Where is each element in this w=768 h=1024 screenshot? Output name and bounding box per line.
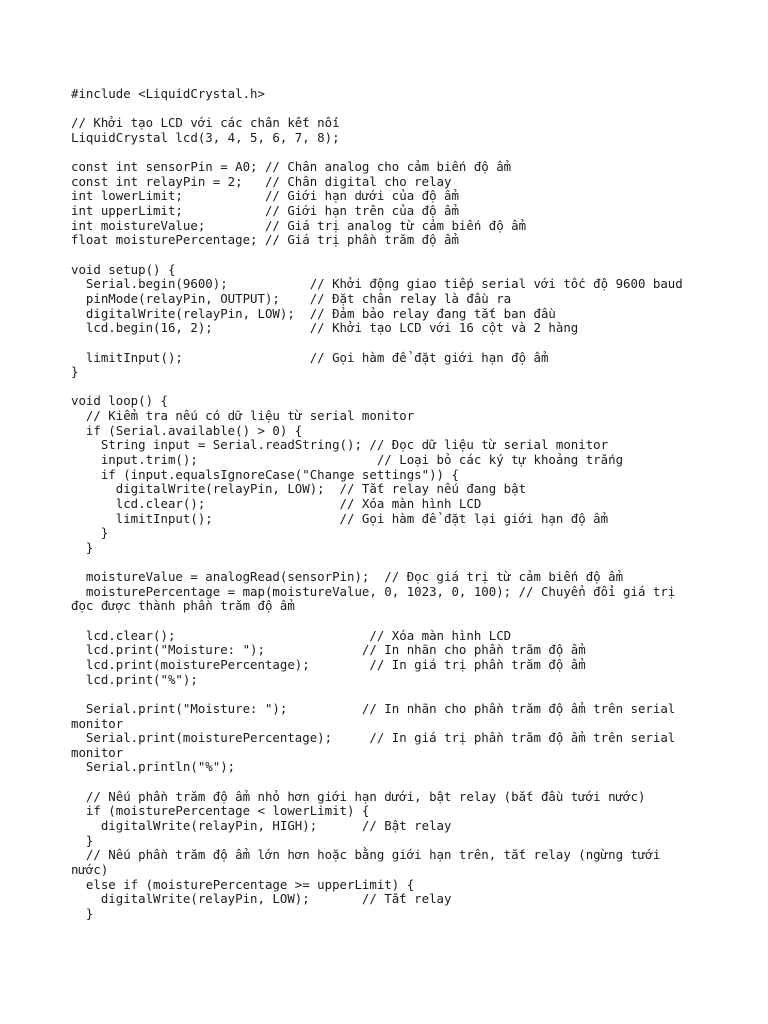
code-line: pinMode(relayPin, OUTPUT); // Đặt chân relay là đầu ra bbox=[71, 290, 512, 306]
code-line bbox=[71, 687, 711, 702]
code-line: moisturePercentage = map(moistureValue, 0, 1023, 0, 100); // Chuyển đổi giá trị bbox=[71, 583, 676, 599]
code-line: int upperLimit; // Giới hạn trên của độ ẩm bbox=[71, 203, 459, 219]
code-line: lcd.clear(); // Xóa màn hình LCD bbox=[71, 495, 482, 511]
code-line bbox=[71, 556, 711, 571]
code-line: const int relayPin = 2; // Chân digital cho relay bbox=[71, 173, 452, 189]
code-line: lcd.clear(); // Xóa màn hình LCD bbox=[71, 627, 512, 643]
code-line: limitInput(); // Gọi hàm để đặt giới hạn độ ẩm bbox=[71, 349, 549, 365]
code-line: Serial.print("Moisture: "); // In nhãn cho phần trăm độ ẩm trên serial bbox=[71, 700, 676, 716]
code-line: if (input.equalsIgnoreCase("Change settings")) { bbox=[71, 466, 459, 482]
code-line: monitor bbox=[71, 744, 124, 760]
code-line: monitor bbox=[71, 715, 124, 731]
code-line: lcd.print("Moisture: "); // In nhãn cho phần trăm độ ẩm bbox=[71, 642, 586, 658]
code-line: nước) bbox=[71, 861, 109, 877]
code-line: digitalWrite(relayPin, LOW); // Tắt relay nếu đang bật bbox=[71, 481, 527, 497]
code-line bbox=[71, 102, 711, 117]
code-line: digitalWrite(relayPin, LOW); // Đảm bảo relay đang tắt ban đầu bbox=[71, 305, 556, 321]
code-line: // Nếu phần trăm độ ẩm lớn hơn hoặc bằng giới hạn trên, tắt relay (ngừng tưới bbox=[71, 847, 661, 863]
code-line: limitInput(); // Gọi hàm để đặt lại giới hạn độ ẩm bbox=[71, 510, 609, 526]
code-line: LiquidCrystal lcd(3, 4, 5, 6, 7, 8); bbox=[71, 129, 340, 145]
code-line: đọc được thành phần trăm độ ẩm bbox=[71, 598, 295, 614]
code-line: void loop() { bbox=[71, 393, 168, 409]
code-line: void setup() { bbox=[71, 261, 176, 277]
code-line: lcd.begin(16, 2); // Khởi tạo LCD với 16 cột và 2 hàng bbox=[71, 320, 579, 336]
code-line: // Kiểm tra nếu có dữ liệu từ serial monitor bbox=[71, 408, 415, 424]
code-line: if (moisturePercentage < lowerLimit) { bbox=[71, 803, 370, 819]
code-line: moistureValue = analogRead(sensorPin); // Đọc giá trị từ cảm biến độ ẩm bbox=[71, 569, 624, 585]
code-line: if (Serial.available() > 0) { bbox=[71, 422, 303, 438]
code-line: lcd.print(moisturePercentage); // In giá trị phần trăm độ ẩm bbox=[71, 656, 586, 672]
code-line: digitalWrite(relayPin, LOW); // Tắt relay bbox=[71, 891, 452, 907]
code-line: // Nếu phần trăm độ ẩm nhỏ hơn giới hạn dưới, bật relay (bắt đầu tưới nước) bbox=[71, 788, 646, 804]
code-line: else if (moisturePercentage >= upperLimit) { bbox=[71, 876, 415, 892]
code-line: int moistureValue; // Giá trị analog từ cảm biến độ ẩm bbox=[71, 217, 527, 233]
code-line: Serial.print(moisturePercentage); // In giá trị phần trăm độ ẩm trên serial bbox=[71, 730, 676, 746]
code-line: input.trim(); // Loại bỏ các ký tự khoảng trắng bbox=[71, 452, 624, 468]
code-line: digitalWrite(relayPin, HIGH); // Bật relay bbox=[71, 818, 452, 834]
code-line: } bbox=[71, 525, 109, 541]
code-line: int lowerLimit; // Giới hạn dưới của độ ẩm bbox=[71, 188, 459, 204]
code-line: } bbox=[71, 364, 79, 380]
code-line: Serial.println("%"); bbox=[71, 759, 236, 775]
code-line: } bbox=[71, 832, 94, 848]
code-line bbox=[71, 614, 711, 629]
code-line bbox=[71, 336, 711, 351]
code-line: } bbox=[71, 905, 94, 921]
code-line: #include <LiquidCrystal.h> bbox=[71, 86, 265, 101]
code-line bbox=[71, 775, 711, 790]
code-line: Serial.begin(9600); // Khởi động giao tiếp serial với tốc độ 9600 baud bbox=[71, 276, 683, 292]
code-line bbox=[71, 380, 711, 395]
code-line: // Khởi tạo LCD với các chân kết nối bbox=[71, 115, 340, 131]
code-line: float moisturePercentage; // Giá trị phần trăm độ ẩm bbox=[71, 232, 459, 248]
code-line: const int sensorPin = A0; // Chân analog cho cảm biến độ ẩm bbox=[71, 159, 512, 175]
code-line bbox=[71, 248, 711, 263]
code-line: } bbox=[71, 539, 94, 555]
code-line bbox=[71, 146, 711, 161]
code-line: lcd.print("%"); bbox=[71, 671, 198, 687]
code-block bbox=[71, 87, 711, 922]
code-line: String input = Serial.readString(); // Đọc dữ liệu từ serial monitor bbox=[71, 437, 609, 453]
